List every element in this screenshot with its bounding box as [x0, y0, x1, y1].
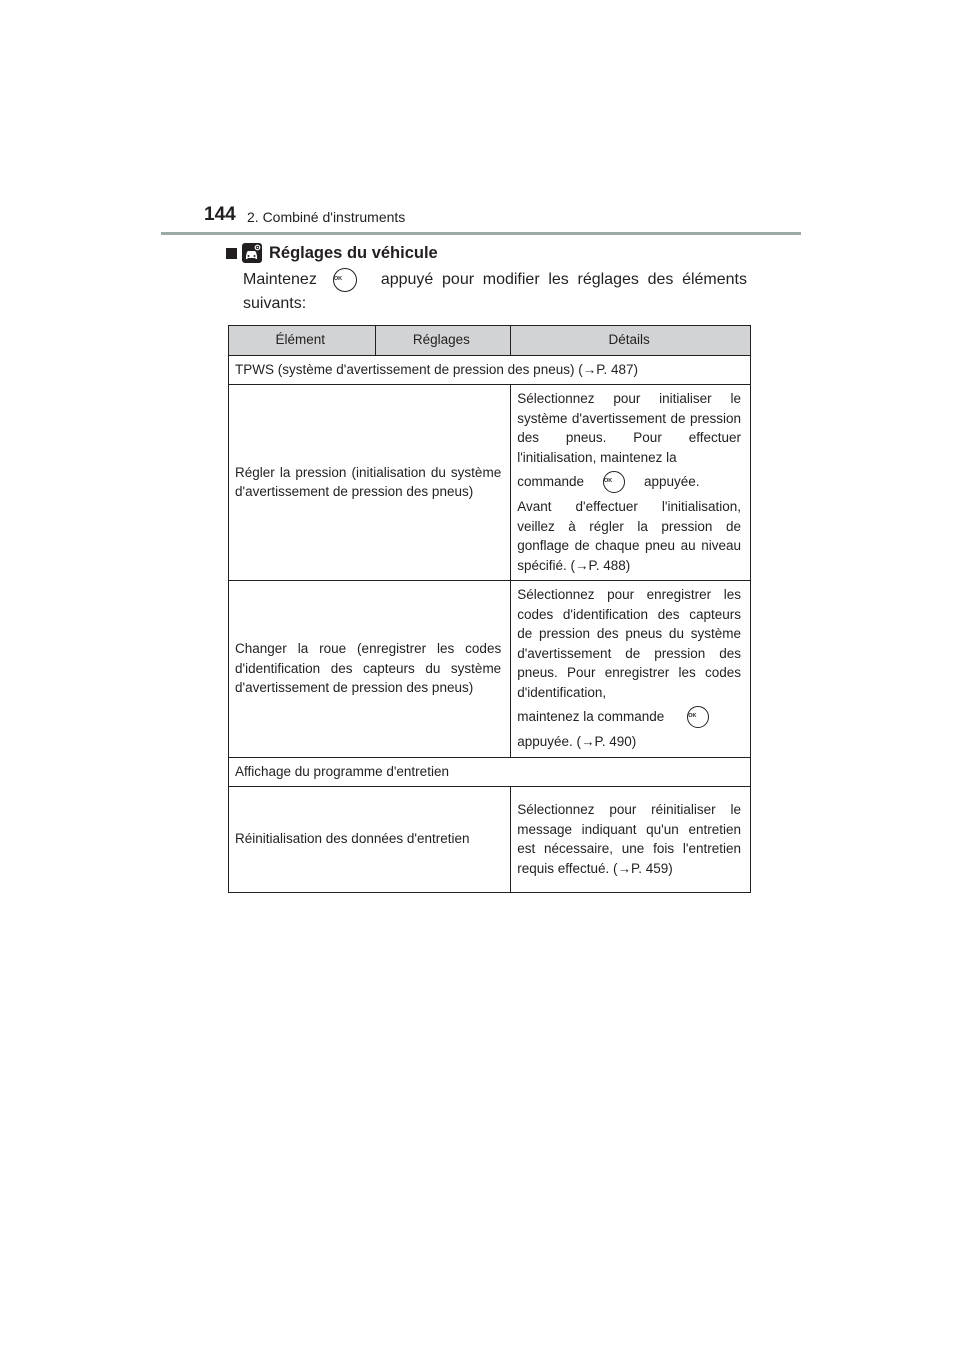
header-rule: [161, 232, 801, 235]
details-changer-roue: [511, 581, 751, 758]
section-row-tpws: TPWS (système d'avertissement de pression des pneus) (→P. 487): [229, 355, 751, 385]
details-text: Sélectionnez pour enregistrer les codes d'identification des capteurs de pression des pneus du système d'avertissement de pression des pneus. Pour enregistrer les codes d'identification,: [517, 587, 741, 700]
page-number: 144: [204, 204, 236, 225]
details-text: Avant d'effectuer l'initialisation, veillez à régler la pression de gonflage de chaque pneu au niveau spécifié. (→P. 488): [517, 499, 741, 573]
intro-after: appuyé pour modifier les réglages des éléments suivants:: [243, 271, 747, 313]
item-changer-roue: Changer la roue (enregistrer les codes d'identification des capteurs du système d'avertissement de pression des pneus): [229, 581, 511, 758]
table-row: [229, 581, 751, 758]
ok-suffix: appuyée.: [644, 474, 700, 490]
ok-instruction: [517, 706, 741, 728]
details-text: Sélectionnez pour réinitialiser le message indiquant qu'un entretien est nécessaire, une fois l'entretien requis effectué. (→P. 459): [517, 802, 741, 876]
table-row: [229, 787, 751, 893]
intro-before: Maintenez: [243, 271, 317, 289]
item-regler-pression: Régler la pression (initialisation du système d'avertissement de pression des pneus): [229, 385, 511, 581]
header-reglages: Réglages: [375, 326, 511, 356]
details-reinitialisation: [511, 787, 751, 893]
ok-prefix: commande: [517, 474, 584, 490]
table-row: [229, 385, 751, 581]
section-heading: [226, 243, 438, 263]
item-reinitialisation: Réinitialisation des données d'entretien: [229, 787, 511, 893]
bullet-square-icon: [226, 248, 237, 259]
table-row: [229, 355, 751, 385]
ok-button-icon: OK: [687, 706, 709, 728]
ok-instruction: [517, 471, 741, 493]
details-regler-pression: [511, 385, 751, 581]
header-details: Détails: [511, 326, 751, 356]
section-row-entretien: Affichage du programme d'entretien: [229, 757, 751, 787]
car-settings-icon: [242, 243, 262, 263]
ok-button-icon: OK: [333, 268, 357, 292]
details-text: Sélectionnez pour initialiser le système d'avertissement de pression des pneus. Pour effectuer l'initialisation, maintenez la: [517, 391, 741, 465]
ok-button-icon: OK: [603, 471, 625, 493]
details-text: appuyée. (→P. 490): [517, 734, 637, 749]
ok-prefix: maintenez la commande: [517, 709, 665, 725]
section-title: Réglages du véhicule: [269, 243, 438, 262]
table-row: [229, 757, 751, 787]
chapter-title: 2. Combiné d'instruments: [247, 209, 406, 225]
settings-table: [228, 325, 751, 893]
table-header-row: [229, 326, 751, 356]
intro-paragraph: [243, 268, 747, 316]
header-element: Élément: [229, 326, 376, 356]
